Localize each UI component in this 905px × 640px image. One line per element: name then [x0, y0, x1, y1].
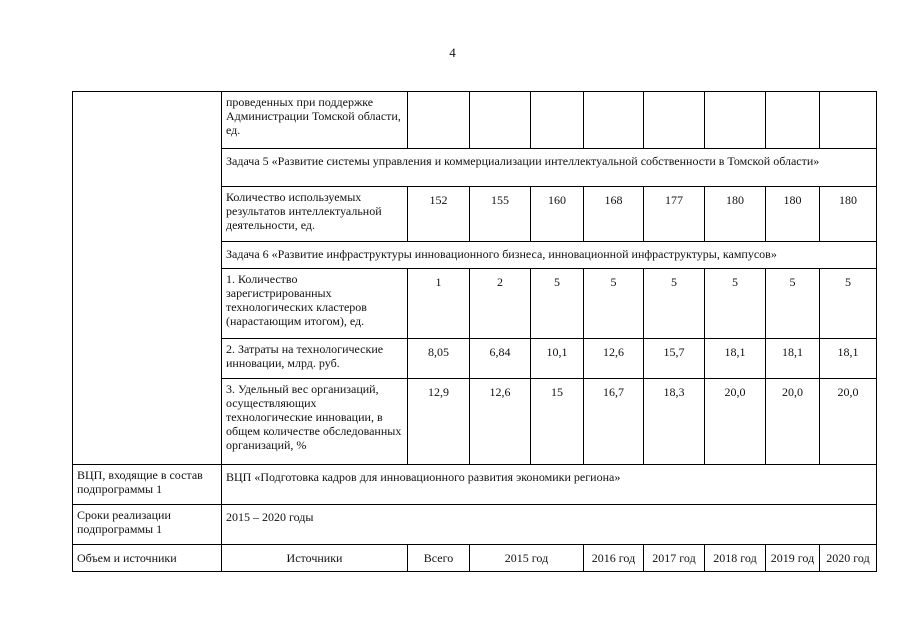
value-cell: 180: [820, 187, 877, 242]
value-cell: 155: [470, 187, 531, 242]
total-header: Всего: [408, 545, 470, 572]
table-row: [73, 465, 877, 505]
value-cell: 18,1: [820, 339, 877, 379]
indicator-label: 2. Затраты на технологические инновации, млрд. руб.: [222, 339, 408, 379]
table-row: [73, 505, 877, 545]
indicator-label: 3. Удельный вес организаций, осуществляющих технологические инновации, в общем количестве обследованных организаций, %: [222, 379, 408, 465]
page-number: 4: [449, 45, 456, 60]
value-cell: 18,1: [705, 339, 766, 379]
year-header: 2015 год: [470, 545, 584, 572]
section-label: ВЦП, входящие в состав подпрограммы 1: [73, 465, 222, 505]
year-header: 2016 год: [584, 545, 644, 572]
value-cell: 16,7: [584, 379, 644, 465]
vcp-value: ВЦП «Подготовка кадров для инновационного развития экономики региона»: [222, 465, 877, 505]
subprogram-passport-table: [72, 91, 877, 572]
year-header: 2017 год: [644, 545, 705, 572]
value-cell: 8,05: [408, 339, 470, 379]
value-cell: 5: [584, 269, 644, 339]
value-cell: 177: [644, 187, 705, 242]
value-cell: 5: [644, 269, 705, 339]
value-cell: 18,1: [766, 339, 820, 379]
value-cell: 180: [766, 187, 820, 242]
value-cell: 10,1: [531, 339, 584, 379]
value-cell: 20,0: [766, 379, 820, 465]
table-row: [73, 545, 877, 572]
sources-header: Источники: [222, 545, 408, 572]
year-header: 2020 год: [820, 545, 877, 572]
value-cell: 5: [705, 269, 766, 339]
value-cell: 6,84: [470, 339, 531, 379]
value-cell: 5: [531, 269, 584, 339]
value-cell: 15: [531, 379, 584, 465]
value-cell: 18,3: [644, 379, 705, 465]
value-cell: 168: [584, 187, 644, 242]
section-label: Объем и источники: [73, 545, 222, 572]
task-5-title: Задача 5 «Развитие системы управления и коммерциализации интеллектуальной собственности в Томской области»: [222, 149, 877, 187]
terms-value: 2015 – 2020 годы: [222, 505, 877, 545]
value-cell: 12,6: [584, 339, 644, 379]
table-row: [73, 92, 877, 149]
value-cell: 152: [408, 187, 470, 242]
value-cell: 5: [820, 269, 877, 339]
indicator-label: Количество используемых результатов интеллектуальной деятельности, ед.: [222, 187, 408, 242]
year-header: 2019 год: [766, 545, 820, 572]
value-cell: 180: [705, 187, 766, 242]
indicator-label: проведенных при поддержке Администрации Томской области, ед.: [222, 92, 408, 149]
value-cell: 15,7: [644, 339, 705, 379]
section-label: Сроки реализации подпрограммы 1: [73, 505, 222, 545]
value-cell: 160: [531, 187, 584, 242]
empty-label-cell: [73, 92, 222, 465]
indicator-label: 1. Количество зарегистрированных технологических кластеров (нарастающим итогом), ед.: [222, 269, 408, 339]
value-cell: 20,0: [820, 379, 877, 465]
value-cell: 12,9: [408, 379, 470, 465]
value-cell: 2: [470, 269, 531, 339]
value-cell: 5: [766, 269, 820, 339]
value-cell: 12,6: [470, 379, 531, 465]
task-6-title: Задача 6 «Развитие инфраструктуры инновационного бизнеса, инновационной инфраструктуры, кампусов»: [222, 242, 877, 269]
year-header: 2018 год: [705, 545, 766, 572]
value-cell: 1: [408, 269, 470, 339]
value-cell: 20,0: [705, 379, 766, 465]
